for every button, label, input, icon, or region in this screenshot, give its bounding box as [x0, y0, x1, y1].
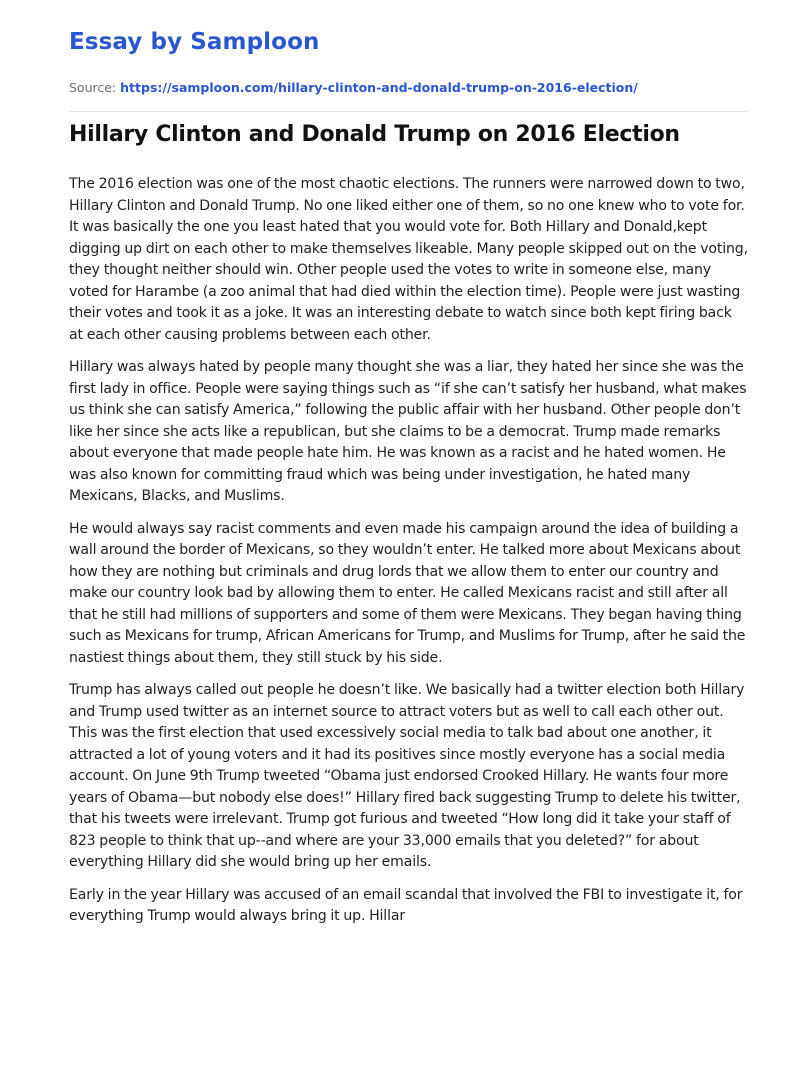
article-title: Hillary Clinton and Donald Trump on 2016 Election — [69, 122, 680, 147]
header-divider — [69, 111, 748, 112]
paragraph: Early in the year Hillary was accused of an email scandal that involved the FBI to investigate it, for everything Trump would always bring it up. Hillar — [69, 886, 743, 924]
paragraph: He would always say racist comments and even made his campaign around the idea of building a wall around the border of Mexicans, so they wouldn’t enter. He talked more about Mexicans about how they are nothing but criminals and drug lords that we allow them to enter our country and make our country look bad by allowing them to enter. He called Mexicans racist and still after all that he still had millions of supporters and some of them were Mexicans. They began having thing such as Mexicans for trump, African Americans for Trump, and Muslims for Trump, after he said the nastiest things about them, they still stuck by his side. — [69, 520, 746, 666]
article-body — [69, 174, 748, 939]
source-label: Source: — [69, 80, 117, 95]
paragraph: Hillary was always hated by people many thought she was a liar, they hated her since she was the first lady in office. People were saying things such as “if she can’t satisfy her husband, what makes us think she can satisfy America,” following the public affair with her husband. Other people don’t like her since she acts like a republican, but she claims to be a democrat. Trump made remarks about everyone that made people hate him. He was known as a racist and he hated women. He was also known for committing fraud which was being under investigation, he hated many Mexicans, Blacks, and Muslims. — [69, 359, 747, 504]
source-line — [69, 80, 638, 95]
paragraph: Trump has always called out people he doesn’t like. We basically had a twitter election both Hillary and Trump used twitter as an internet source to attract voters but as well to call each other out. This was the first election that used excessively social media to talk bad about one another, it attracted a lot of young voters and it had its positives since mostly everyone has a social media account. On June 9th Trump tweeted “Obama just endorsed Crooked Hillary. He wants four more years of Obama—but nobody else does!” Hillary fired back suggesting Trump to delete his twitter, that his tweets were irrelevant. Trump got furious and tweeted “How long did it take your staff of 823 people to think that up--and where are your 33,000 emails that you deleted?” for about everything Hillary did she would bring up her emails. — [69, 682, 745, 870]
paragraph: The 2016 election was one of the most chaotic elections. The runners were narrowed down to two, Hillary Clinton and Donald Trump. No one liked either one of them, so no one knew who to vote for. It was basically the one you least hated that you would vote for. Both Hillary and Donald,kept digging up dirt on each other to make themselves likeable. Many people skipped out on the voting, they thought neither should win. Other people used the votes to write in someone else, many voted for Harambe (a zoo animal that had died within the election time). People were just wasting their votes and took it as a joke. It was an interesting debate to watch since both kept firing back at each other causing problems between each other. — [69, 176, 748, 343]
brand-logo[interactable]: Essay by Samploon — [69, 29, 320, 55]
source-link[interactable]: https://samploon.com/hillary-clinton-and-donald-trump-on-2016-election/ — [120, 80, 638, 95]
